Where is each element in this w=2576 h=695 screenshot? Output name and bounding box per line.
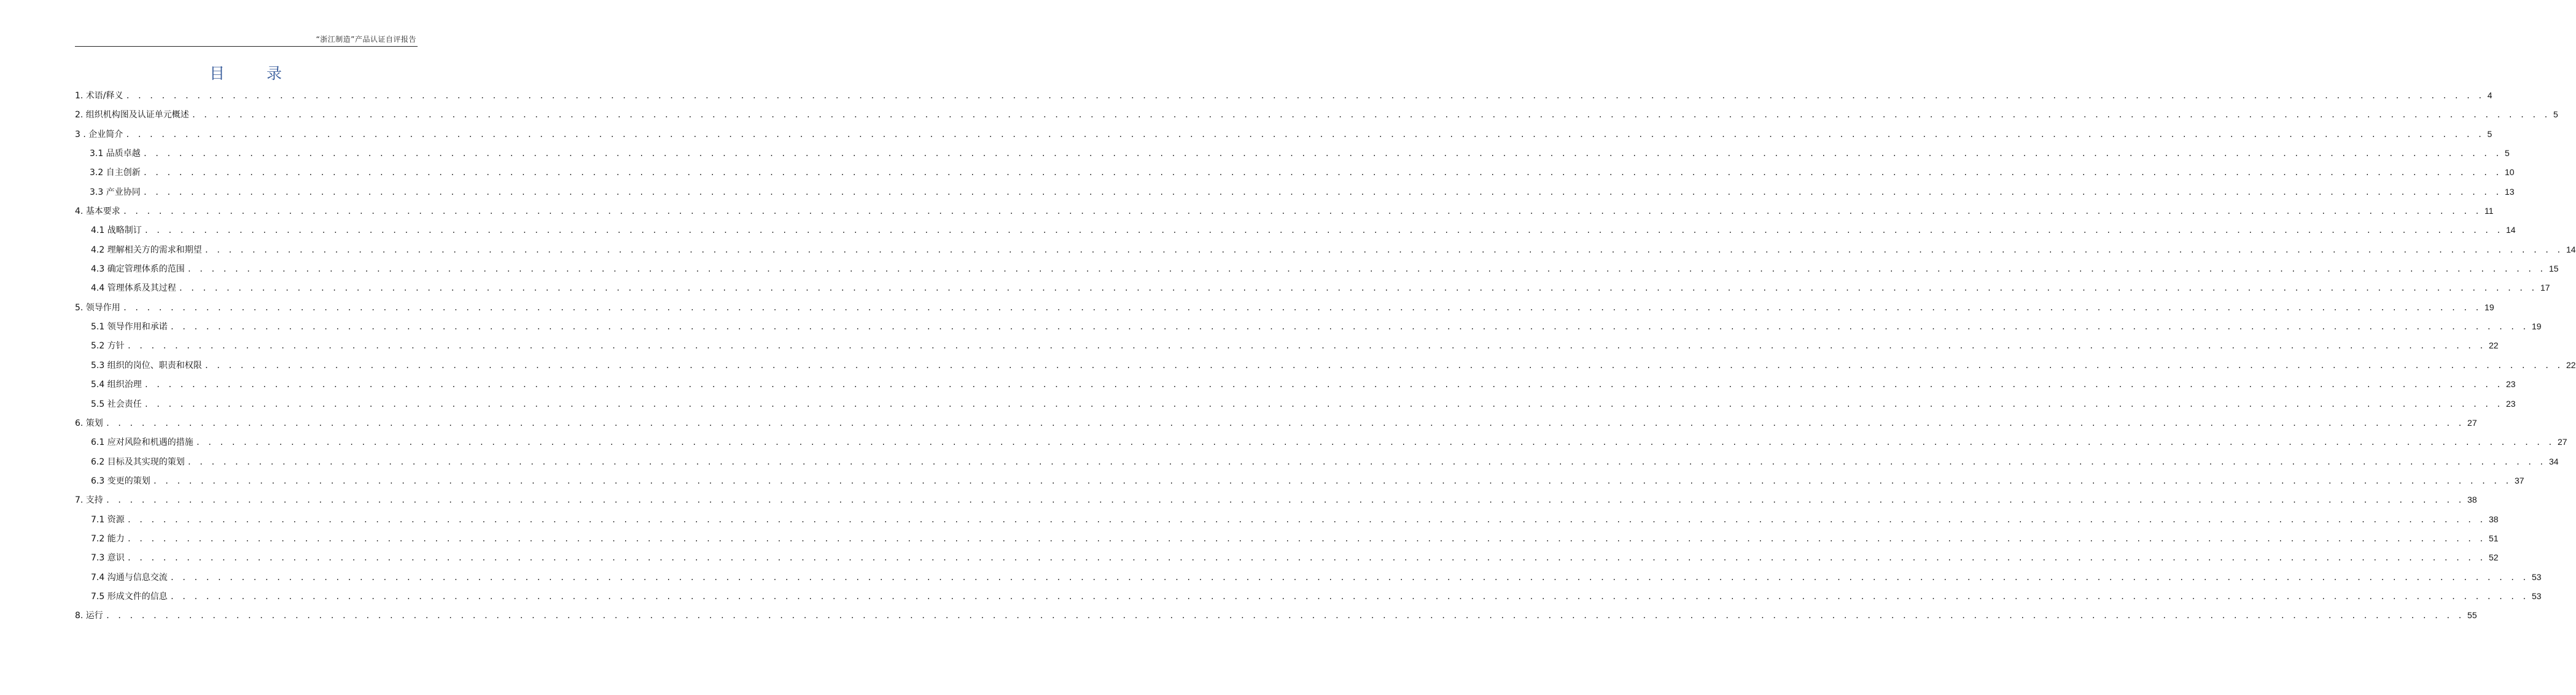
toc-entry-title: 7.2 能力 xyxy=(91,533,125,544)
toc-entry-title: 7. 支持 xyxy=(75,495,103,506)
toc-entry-title: 3.3 产业协同 xyxy=(90,187,141,197)
toc-page-number: 5 xyxy=(2553,109,2558,120)
toc-entry[interactable] xyxy=(75,375,2516,394)
toc-title-left: 目 xyxy=(209,65,226,82)
header-divider xyxy=(75,46,418,47)
dot-leader: . . . . . . . . . . . . . . . . . . . . . . . . . . . . . . . . . . . . . . . . . . . . . . . . . . . . . . . . . . . . . . . . . . . . . . . . . . . . . . . . . . . . . . . . . . . . . . . . . . . . . . . . . . . . . . . . . . . . . . . . . . . . . . . . . . . . . . . . . . . . . . . . . . . . . . . . . . . . . . . . . . . . . . . . . . . . . . . . . . . . . . . . . . . . . . . . . . . . . . . . xyxy=(122,207,2481,216)
dot-leader: . . . . . . . . . . . . . . . . . . . . . . . . . . . . . . . . . . . . . . . . . . . . . . . . . . . . . . . . . . . . . . . . . . . . . . . . . . . . . . . . . . . . . . . . . . . . . . . . . . . . . . . . . . . . . . . . . . . . . . . . . . . . . . . . . . . . . . . . . . . . . . . . . . . . . . . . . . . . . . . . . . . . . . . . . . . . . . . . . . . . . . . . . . . . . . . . . . . . . . . . xyxy=(178,284,2537,293)
toc-page-number: 52 xyxy=(2488,552,2499,563)
dot-leader: . . . . . . . . . . . . . . . . . . . . . . . . . . . . . . . . . . . . . . . . . . . . . . . . . . . . . . . . . . . . . . . . . . . . . . . . . . . . . . . . . . . . . . . . . . . . . . . . . . . . . . . . . . . . . . . . . . . . . . . . . . . . . . . . . . . . . . . . . . . . . . . . . . . . . . . . . . . . . . . . . . . . . . . . . . . . . . . . . . . . . . . . . . . . . . . . . . . . . . . . xyxy=(169,323,2528,332)
dot-leader: . . . . . . . . . . . . . . . . . . . . . . . . . . . . . . . . . . . . . . . . . . . . . . . . . . . . . . . . . . . . . . . . . . . . . . . . . . . . . . . . . . . . . . . . . . . . . . . . . . . . . . . . . . . . . . . . . . . . . . . . . . . . . . . . . . . . . . . . . . . . . . . . . . . . . . . . . . . . . . . . . . . . . . . . . . . . . . . . . . . . . . . . . . . . . . . . . . . . . . . . xyxy=(204,245,2562,254)
toc-entry-title: 7.1 资源 xyxy=(91,514,125,525)
toc-entry-title: 6. 策划 xyxy=(75,418,103,428)
toc-entry[interactable] xyxy=(75,529,2499,548)
toc-title xyxy=(75,61,418,82)
toc-entry[interactable] xyxy=(75,105,2558,124)
toc-page-number: 51 xyxy=(2488,533,2499,543)
dot-leader: . . . . . . . . . . . . . . . . . . . . . . . . . . . . . . . . . . . . . . . . . . . . . . . . . . . . . . . . . . . . . . . . . . . . . . . . . . . . . . . . . . . . . . . . . . . . . . . . . . . . . . . . . . . . . . . . . . . . . . . . . . . . . . . . . . . . . . . . . . . . . . . . . . . . . . . . . . . . . . . . . . . . . . . . . . . . . . . . . . . . . . . . . . . . . . . . . . . . . . . . xyxy=(126,515,2485,524)
toc-entry[interactable] xyxy=(75,221,2516,240)
dot-leader: . . . . . . . . . . . . . . . . . . . . . . . . . . . . . . . . . . . . . . . . . . . . . . . . . . . . . . . . . . . . . . . . . . . . . . . . . . . . . . . . . . . . . . . . . . . . . . . . . . . . . . . . . . . . . . . . . . . . . . . . . . . . . . . . . . . . . . . . . . . . . . . . . . . . . . . . . . . . . . . . . . . . . . . . . . . . . . . . . . . . . . . . . . . . . . . . . . . . . . . . xyxy=(144,399,2502,409)
dot-leader: . . . . . . . . . . . . . . . . . . . . . . . . . . . . . . . . . . . . . . . . . . . . . . . . . . . . . . . . . . . . . . . . . . . . . . . . . . . . . . . . . . . . . . . . . . . . . . . . . . . . . . . . . . . . . . . . . . . . . . . . . . . . . . . . . . . . . . . . . . . . . . . . . . . . . . . . . . . . . . . . . . . . . . . . . . . . . . . . . . . . . . . . . . . . . . . . . . . . . . . . xyxy=(152,476,2511,485)
toc-page-number: 22 xyxy=(2488,340,2499,351)
dot-leader: . . . . . . . . . . . . . . . . . . . . . . . . . . . . . . . . . . . . . . . . . . . . . . . . . . . . . . . . . . . . . . . . . . . . . . . . . . . . . . . . . . . . . . . . . . . . . . . . . . . . . . . . . . . . . . . . . . . . . . . . . . . . . . . . . . . . . . . . . . . . . . . . . . . . . . . . . . . . . . . . . . . . . . . . . . . . . . . . . . . . . . . . . . . . . . . . . . . . . . . . xyxy=(142,187,2501,197)
dot-leader: . . . . . . . . . . . . . . . . . . . . . . . . . . . . . . . . . . . . . . . . . . . . . . . . . . . . . . . . . . . . . . . . . . . . . . . . . . . . . . . . . . . . . . . . . . . . . . . . . . . . . . . . . . . . . . . . . . . . . . . . . . . . . . . . . . . . . . . . . . . . . . . . . . . . . . . . . . . . . . . . . . . . . . . . . . . . . . . . . . . . . . . . . . . . . . . . . . . . . . . . xyxy=(125,92,2484,100)
toc-entry[interactable] xyxy=(75,259,2559,278)
dot-leader: . . . . . . . . . . . . . . . . . . . . . . . . . . . . . . . . . . . . . . . . . . . . . . . . . . . . . . . . . . . . . . . . . . . . . . . . . . . . . . . . . . . . . . . . . . . . . . . . . . . . . . . . . . . . . . . . . . . . . . . . . . . . . . . . . . . . . . . . . . . . . . . . . . . . . . . . . . . . . . . . . . . . . . . . . . . . . . . . . . . . . . . . . . . . . . . . . . . . . . . . xyxy=(142,168,2501,178)
toc-entry[interactable] xyxy=(75,317,2542,336)
toc-page-number: 53 xyxy=(2531,571,2542,582)
toc-entry[interactable] xyxy=(75,125,2492,144)
toc-page-number: 11 xyxy=(2485,206,2494,216)
toc-entry-title: 6.3 变更的策划 xyxy=(91,476,150,486)
toc-page-number: 5 xyxy=(2487,128,2492,139)
toc-page-number: 15 xyxy=(2548,264,2559,274)
toc-page-number: 38 xyxy=(2467,495,2477,505)
toc-page-number: 23 xyxy=(2505,398,2516,409)
toc-entry[interactable] xyxy=(75,144,2510,163)
toc-entry-title: 3.2 自主创新 xyxy=(90,168,141,178)
toc-entry[interactable] xyxy=(75,336,2499,355)
dot-leader: . . . . . . . . . . . . . . . . . . . . . . . . . . . . . . . . . . . . . . . . . . . . . . . . . . . . . . . . . . . . . . . . . . . . . . . . . . . . . . . . . . . . . . . . . . . . . . . . . . . . . . . . . . . . . . . . . . . . . . . . . . . . . . . . . . . . . . . . . . . . . . . . . . . . . . . . . . . . . . . . . . . . . . . . . . . . . . . . . . . . . . . . . . . . . . . . . . . . . . . . xyxy=(169,573,2528,582)
toc-page-number: 34 xyxy=(2548,456,2559,466)
toc-entry[interactable] xyxy=(75,548,2499,567)
toc-page-number: 38 xyxy=(2488,514,2499,524)
toc-entry-title: 4.4 管理体系及其过程 xyxy=(91,283,176,294)
toc-page-number: 22 xyxy=(2566,359,2576,370)
toc-entry-title: 5.3 组织的岗位、职责和权限 xyxy=(91,360,202,371)
dot-leader: . . . . . . . . . . . . . . . . . . . . . . . . . . . . . . . . . . . . . . . . . . . . . . . . . . . . . . . . . . . . . . . . . . . . . . . . . . . . . . . . . . . . . . . . . . . . . . . . . . . . . . . . . . . . . . . . . . . . . . . . . . . . . . . . . . . . . . . . . . . . . . . . . . . . . . . . . . . . . . . . . . . . . . . . . . . . . . . . . . . . . . . . . . . . . . . . . . . . . . . . xyxy=(144,226,2502,235)
toc-page-number: 14 xyxy=(2566,244,2576,254)
dot-leader: . . . . . . . . . . . . . . . . . . . . . . . . . . . . . . . . . . . . . . . . . . . . . . . . . . . . . . . . . . . . . . . . . . . . . . . . . . . . . . . . . . . . . . . . . . . . . . . . . . . . . . . . . . . . . . . . . . . . . . . . . . . . . . . . . . . . . . . . . . . . . . . . . . . . . . . . . . . . . . . . . . . . . . . . . . . . . . . . . . . . . . . . . . . . . . . . . . . . . . . . xyxy=(191,111,2550,120)
toc-page-number: 10 xyxy=(2504,167,2515,178)
dot-leader: . . . . . . . . . . . . . . . . . . . . . . . . . . . . . . . . . . . . . . . . . . . . . . . . . . . . . . . . . . . . . . . . . . . . . . . . . . . . . . . . . . . . . . . . . . . . . . . . . . . . . . . . . . . . . . . . . . . . . . . . . . . . . . . . . . . . . . . . . . . . . . . . . . . . . . . . . . . . . . . . . . . . . . . . . . . . . . . . . . . . . . . . . . . . . . . . . . . . . . . . xyxy=(187,265,2545,274)
dot-leader: . . . . . . . . . . . . . . . . . . . . . . . . . . . . . . . . . . . . . . . . . . . . . . . . . . . . . . . . . . . . . . . . . . . . . . . . . . . . . . . . . . . . . . . . . . . . . . . . . . . . . . . . . . . . . . . . . . . . . . . . . . . . . . . . . . . . . . . . . . . . . . . . . . . . . . . . . . . . . . . . . . . . . . . . . . . . . . . . . . . . . . . . . . . . . . . . . . . . . . . . xyxy=(144,380,2502,390)
toc-page-number: 55 xyxy=(2467,610,2477,621)
toc-entry[interactable] xyxy=(75,240,2576,259)
toc-entry-title: 1. 术语/释义 xyxy=(75,91,123,101)
dot-leader: . . . . . . . . . . . . . . . . . . . . . . . . . . . . . . . . . . . . . . . . . . . . . . . . . . . . . . . . . . . . . . . . . . . . . . . . . . . . . . . . . . . . . . . . . . . . . . . . . . . . . . . . . . . . . . . . . . . . . . . . . . . . . . . . . . . . . . . . . . . . . . . . . . . . . . . . . . . . . . . . . . . . . . . . . . . . . . . . . . . . . . . . . . . . . . . . . . . . . . . . xyxy=(126,554,2485,563)
toc-entry[interactable] xyxy=(75,202,2494,221)
toc-page-number: 5 xyxy=(2504,148,2510,159)
dot-leader: . . . . . . . . . . . . . . . . . . . . . . . . . . . . . . . . . . . . . . . . . . . . . . . . . . . . . . . . . . . . . . . . . . . . . . . . . . . . . . . . . . . . . . . . . . . . . . . . . . . . . . . . . . . . . . . . . . . . . . . . . . . . . . . . . . . . . . . . . . . . . . . . . . . . . . . . . . . . . . . . . . . . . . . . . . . . . . . . . . . . . . . . . . . . . . . . . . . . . . . . xyxy=(204,361,2562,370)
toc-entry-title: 5. 领导作用 xyxy=(75,302,120,313)
toc-page-number: 14 xyxy=(2505,225,2516,235)
toc-page-number: 13 xyxy=(2504,186,2515,197)
dot-leader: . . . . . . . . . . . . . . . . . . . . . . . . . . . . . . . . . . . . . . . . . . . . . . . . . . . . . . . . . . . . . . . . . . . . . . . . . . . . . . . . . . . . . . . . . . . . . . . . . . . . . . . . . . . . . . . . . . . . . . . . . . . . . . . . . . . . . . . . . . . . . . . . . . . . . . . . . . . . . . . . . . . . . . . . . . . . . . . . . . . . . . . . . . . . . . . . . . . . . . . . xyxy=(105,496,2464,505)
toc-entry-title: 8. 运行 xyxy=(75,611,103,621)
toc-page-number: 37 xyxy=(2514,475,2524,485)
toc-entry-title: 5.2 方针 xyxy=(91,341,125,351)
toc-entry-title: 5.4 组织治理 xyxy=(91,380,142,390)
toc-entry[interactable] xyxy=(75,568,2542,587)
dot-leader: . . . . . . . . . . . . . . . . . . . . . . . . . . . . . . . . . . . . . . . . . . . . . . . . . . . . . . . . . . . . . . . . . . . . . . . . . . . . . . . . . . . . . . . . . . . . . . . . . . . . . . . . . . . . . . . . . . . . . . . . . . . . . . . . . . . . . . . . . . . . . . . . . . . . . . . . . . . . . . . . . . . . . . . . . . . . . . . . . . . . . . . . . . . . . . . . . . . . . . . . xyxy=(169,592,2528,601)
toc-entry-title: 3 . 企业简介 xyxy=(75,129,123,139)
toc-entry[interactable] xyxy=(75,298,2494,317)
toc-entry-title: 2. 组织机构图及认证单元概述 xyxy=(75,110,189,120)
toc-title-right: 录 xyxy=(267,65,284,82)
toc-list xyxy=(75,86,2576,626)
toc-entry[interactable] xyxy=(75,452,2559,471)
dot-leader: . . . . . . . . . . . . . . . . . . . . . . . . . . . . . . . . . . . . . . . . . . . . . . . . . . . . . . . . . . . . . . . . . . . . . . . . . . . . . . . . . . . . . . . . . . . . . . . . . . . . . . . . . . . . . . . . . . . . . . . . . . . . . . . . . . . . . . . . . . . . . . . . . . . . . . . . . . . . . . . . . . . . . . . . . . . . . . . . . . . . . . . . . . . . . . . . . . . . . . . . xyxy=(142,149,2501,159)
toc-entry[interactable] xyxy=(75,471,2524,490)
toc-entry[interactable] xyxy=(75,433,2567,452)
running-header: “浙江制造”产品认证自评报告 xyxy=(316,35,416,44)
toc-entry-title: 7.4 沟通与信息交流 xyxy=(91,572,168,583)
toc-page-number: 17 xyxy=(2540,283,2550,293)
dot-leader: . . . . . . . . . . . . . . . . . . . . . . . . . . . . . . . . . . . . . . . . . . . . . . . . . . . . . . . . . . . . . . . . . . . . . . . . . . . . . . . . . . . . . . . . . . . . . . . . . . . . . . . . . . . . . . . . . . . . . . . . . . . . . . . . . . . . . . . . . . . . . . . . . . . . . . . . . . . . . . . . . . . . . . . . . . . . . . . . . . . . . . . . . . . . . . . . . . . . . . . . xyxy=(195,438,2554,447)
toc-entry[interactable] xyxy=(75,414,2477,433)
toc-entry-title: 6.1 应对风险和机遇的措施 xyxy=(91,438,193,448)
toc-entry-title: 7.5 形成文件的信息 xyxy=(91,591,168,602)
toc-entry-title: 5.5 社会责任 xyxy=(91,399,142,409)
toc-entry[interactable] xyxy=(75,86,2492,105)
toc-entry-title: 4.1 战略制订 xyxy=(91,226,142,236)
toc-page-number: 53 xyxy=(2531,591,2542,601)
toc-entry-title: 3.1 品质卓越 xyxy=(90,149,141,159)
dot-leader: . . . . . . . . . . . . . . . . . . . . . . . . . . . . . . . . . . . . . . . . . . . . . . . . . . . . . . . . . . . . . . . . . . . . . . . . . . . . . . . . . . . . . . . . . . . . . . . . . . . . . . . . . . . . . . . . . . . . . . . . . . . . . . . . . . . . . . . . . . . . . . . . . . . . . . . . . . . . . . . . . . . . . . . . . . . . . . . . . . . . . . . . . . . . . . . . . . . . . . . . xyxy=(105,611,2464,621)
toc-entry[interactable] xyxy=(75,356,2576,375)
toc-page-number: 27 xyxy=(2467,417,2477,428)
toc-entry[interactable] xyxy=(75,587,2542,606)
toc-entry[interactable] xyxy=(75,395,2516,414)
toc-entry[interactable] xyxy=(75,183,2515,202)
toc-page-number: 27 xyxy=(2557,437,2567,447)
toc-entry[interactable] xyxy=(75,163,2515,182)
toc-entry-title: 4. 基本要求 xyxy=(75,206,120,217)
toc-entry-title: 6.2 目标及其实现的策划 xyxy=(91,457,185,467)
dot-leader: . . . . . . . . . . . . . . . . . . . . . . . . . . . . . . . . . . . . . . . . . . . . . . . . . . . . . . . . . . . . . . . . . . . . . . . . . . . . . . . . . . . . . . . . . . . . . . . . . . . . . . . . . . . . . . . . . . . . . . . . . . . . . . . . . . . . . . . . . . . . . . . . . . . . . . . . . . . . . . . . . . . . . . . . . . . . . . . . . . . . . . . . . . . . . . . . . . . . . . . . xyxy=(125,130,2484,139)
dot-leader: . . . . . . . . . . . . . . . . . . . . . . . . . . . . . . . . . . . . . . . . . . . . . . . . . . . . . . . . . . . . . . . . . . . . . . . . . . . . . . . . . . . . . . . . . . . . . . . . . . . . . . . . . . . . . . . . . . . . . . . . . . . . . . . . . . . . . . . . . . . . . . . . . . . . . . . . . . . . . . . . . . . . . . . . . . . . . . . . . . . . . . . . . . . . . . . . . . . . . . . . xyxy=(187,457,2545,466)
toc-entry-title: 5.1 领导作用和承诺 xyxy=(91,322,168,332)
toc-entry[interactable] xyxy=(75,490,2477,509)
dot-leader: . . . . . . . . . . . . . . . . . . . . . . . . . . . . . . . . . . . . . . . . . . . . . . . . . . . . . . . . . . . . . . . . . . . . . . . . . . . . . . . . . . . . . . . . . . . . . . . . . . . . . . . . . . . . . . . . . . . . . . . . . . . . . . . . . . . . . . . . . . . . . . . . . . . . . . . . . . . . . . . . . . . . . . . . . . . . . . . . . . . . . . . . . . . . . . . . . . . . . . . . xyxy=(126,534,2485,543)
toc-page-number: 19 xyxy=(2485,302,2494,312)
toc-page-number: 23 xyxy=(2505,379,2516,390)
toc-page-number: 4 xyxy=(2487,90,2492,100)
dot-leader: . . . . . . . . . . . . . . . . . . . . . . . . . . . . . . . . . . . . . . . . . . . . . . . . . . . . . . . . . . . . . . . . . . . . . . . . . . . . . . . . . . . . . . . . . . . . . . . . . . . . . . . . . . . . . . . . . . . . . . . . . . . . . . . . . . . . . . . . . . . . . . . . . . . . . . . . . . . . . . . . . . . . . . . . . . . . . . . . . . . . . . . . . . . . . . . . . . . . . . . . xyxy=(122,303,2481,312)
dot-leader: . . . . . . . . . . . . . . . . . . . . . . . . . . . . . . . . . . . . . . . . . . . . . . . . . . . . . . . . . . . . . . . . . . . . . . . . . . . . . . . . . . . . . . . . . . . . . . . . . . . . . . . . . . . . . . . . . . . . . . . . . . . . . . . . . . . . . . . . . . . . . . . . . . . . . . . . . . . . . . . . . . . . . . . . . . . . . . . . . . . . . . . . . . . . . . . . . . . . . . . . xyxy=(105,418,2464,428)
toc-entry-title: 4.3 确定管理体系的范围 xyxy=(91,264,185,275)
toc-page-number: 19 xyxy=(2531,321,2542,332)
dot-leader: . . . . . . . . . . . . . . . . . . . . . . . . . . . . . . . . . . . . . . . . . . . . . . . . . . . . . . . . . . . . . . . . . . . . . . . . . . . . . . . . . . . . . . . . . . . . . . . . . . . . . . . . . . . . . . . . . . . . . . . . . . . . . . . . . . . . . . . . . . . . . . . . . . . . . . . . . . . . . . . . . . . . . . . . . . . . . . . . . . . . . . . . . . . . . . . . . . . . . . . . xyxy=(126,342,2485,351)
toc-entry[interactable] xyxy=(75,278,2550,297)
toc-entry-title: 4.2 理解相关方的需求和期望 xyxy=(91,245,202,255)
toc-entry-title: 7.3 意识 xyxy=(91,553,125,563)
toc-entry[interactable] xyxy=(75,606,2477,625)
toc-entry[interactable] xyxy=(75,510,2499,529)
